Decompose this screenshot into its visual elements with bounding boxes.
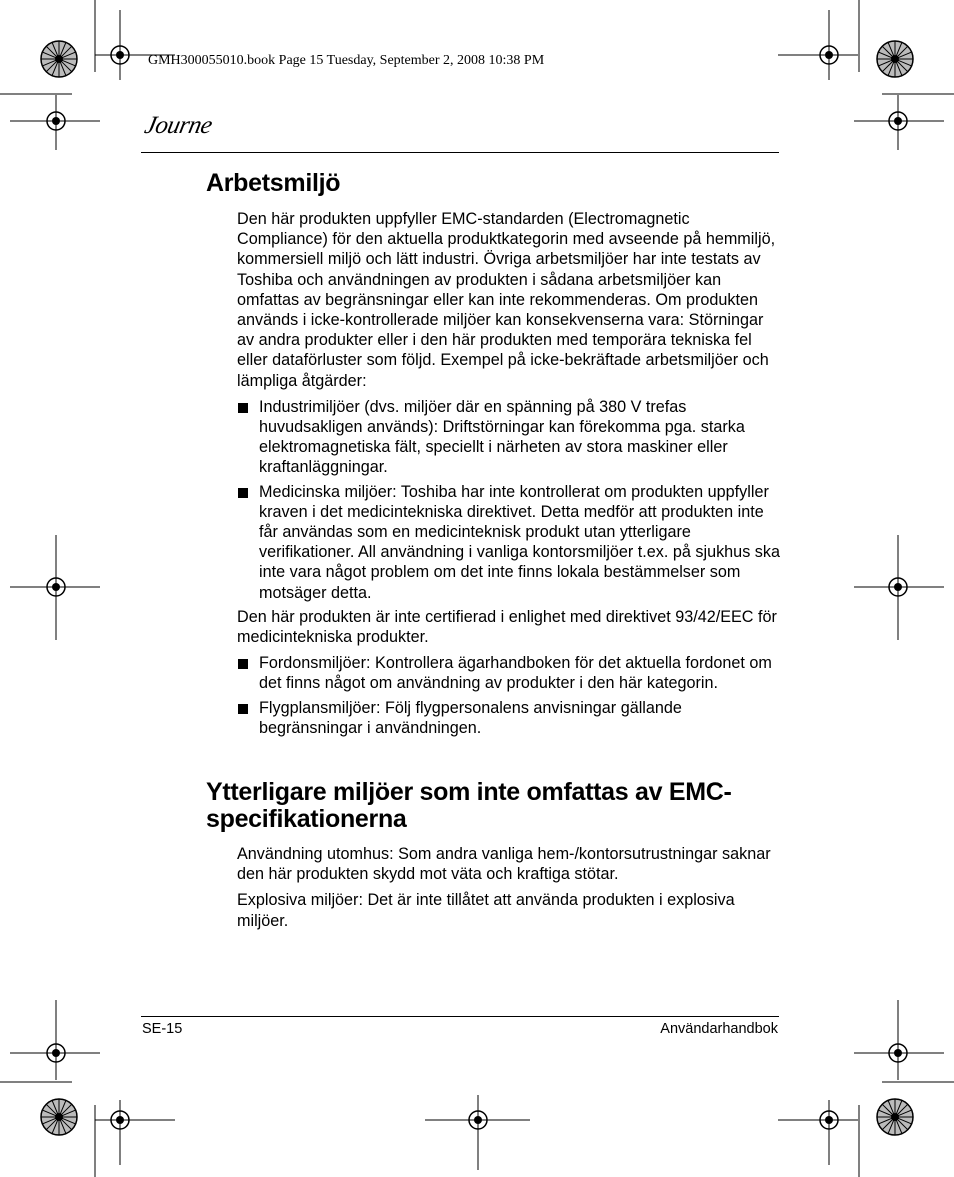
header-rule (141, 152, 779, 153)
bullet-square-icon (238, 488, 248, 498)
list-item (237, 653, 782, 693)
bullet-square-icon (238, 403, 248, 413)
intro-paragraph: Den här produkten uppfyller EMC-standarden (Electromagnetic Compliance) för den aktuella produktkategorin med avseende på hemmiljö, kommersiell miljö och lätt industri. Övriga arbetsmiljöer har inte testats av Toshiba och användningen av produkten i sådana arbetsmiljöer kan omfattas av begränsningar eller kan inte rekommenderas. Om produkten används i icke-kontrollerade miljöer kan konsekvenserna vara: Störningar av andra produkter eller i den här produkten med temporära tekniska fel eller dataförluster som följd. Exempel på icke-bekräftade arbetsmiljöer och lämpliga åtgärder: (237, 210, 776, 390)
list-item (237, 698, 782, 738)
section-title-arbetsmiljo: Arbetsmiljö (206, 169, 341, 197)
section-title-ytterligare: Ytterligare miljöer som inte omfattas av EMC-specifikationerna (206, 778, 732, 833)
section1-body (237, 209, 782, 742)
page-number: SE-15 (142, 1021, 183, 1037)
outdoor-paragraph: Användning utomhus: Som andra vanliga hem-/kontorsutrustningar saknar den här produkten skydd mot väta och kraftiga stötar. (237, 845, 771, 884)
list-item-text: Flygplansmiljöer: Följ flygpersonalens anvisningar gällande begränsningar i användningen. (259, 698, 682, 737)
brand-logo: Journe (142, 112, 215, 139)
bullet-square-icon (238, 704, 248, 714)
certification-paragraph: Den här produkten är inte certifierad i enlighet med direktivet 93/42/EEC för medicintekniska produkter. (237, 607, 777, 647)
list-item (237, 482, 782, 603)
book-title: Användarhandbok (660, 1021, 778, 1037)
explosive-paragraph: Explosiva miljöer: Det är inte tillåtet att använda produkten i explosiva miljöer. (237, 891, 735, 930)
footer-rule (141, 1016, 779, 1017)
list-item-text: Industrimiljöer (dvs. miljöer där en spänning på 380 V trefas huvudsakligen används): Driftstörningar kan förekomma pga. starka elektromagnetiska fält, speciellt i närheten av stora maskiner eller kraftanläggningar. (259, 397, 745, 477)
list-item-text: Medicinska miljöer: Toshiba har inte kontrollerat om produkten uppfyller kraven i det medicintekniska direktivet. Detta medför att produkten inte får användas som en medicinteknisk produkt utan ytterligare verifikationer. All användning i vanliga kontorsmiljöer t.ex. på sjukhus ska inte vara något problem om det inte finns lokala bestämmelser som motsäger detta. (259, 482, 780, 602)
section2-body (237, 844, 782, 937)
bullet-square-icon (238, 659, 248, 669)
file-info-header: GMH300055010.book Page 15 Tuesday, September 2, 2008 10:38 PM (148, 53, 545, 68)
list-item-text: Fordonsmiljöer: Kontrollera ägarhandboken för det aktuella fordonet om det finns något om användning av produkter i den här kategorin. (259, 654, 772, 693)
list-item (237, 397, 782, 478)
